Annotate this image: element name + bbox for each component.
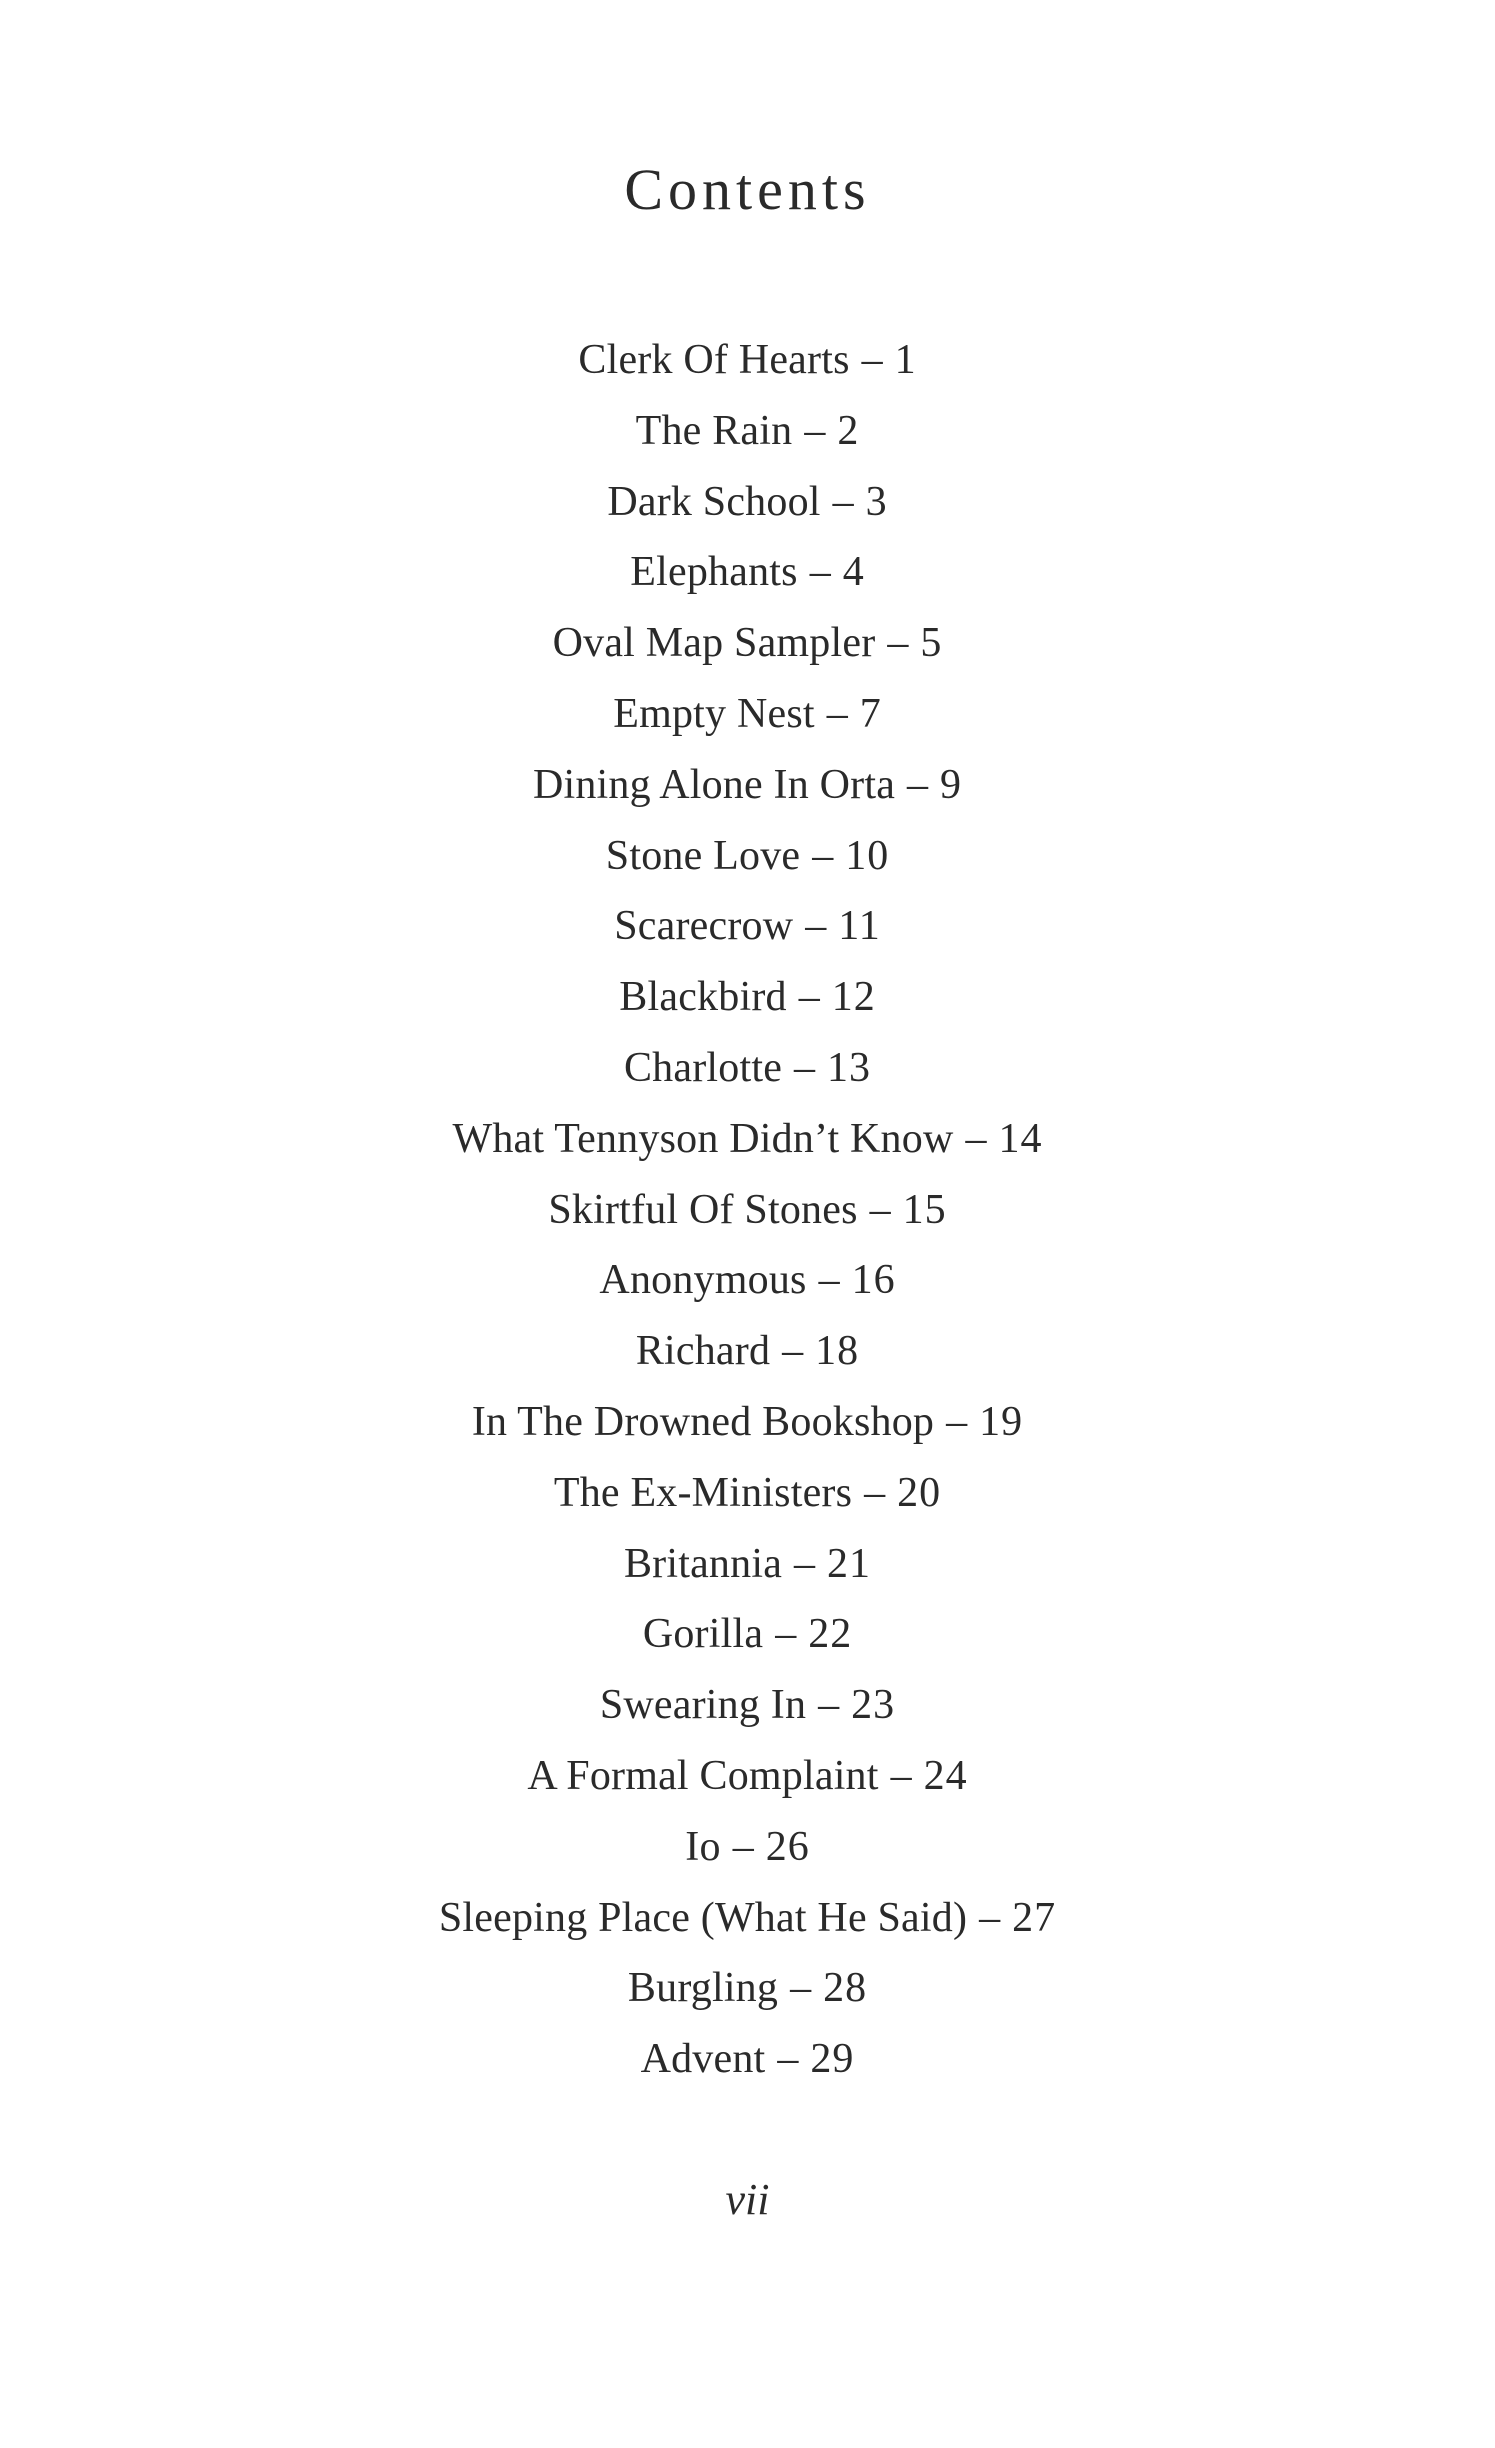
toc-entry xyxy=(0,1741,1495,1812)
toc-entry xyxy=(0,962,1495,1033)
toc-entry-separator: – xyxy=(790,1965,812,2012)
toc-entry-page: 12 xyxy=(831,974,876,1021)
toc-entry-separator: – xyxy=(805,903,827,950)
toc-entry xyxy=(0,1599,1495,1670)
toc-entry-page: 13 xyxy=(827,1044,872,1091)
toc-entry-page: 18 xyxy=(815,1328,860,1375)
toc-entry-separator: – xyxy=(777,2036,799,2083)
toc-entry-separator: – xyxy=(869,1186,891,1233)
toc-entry-page: 19 xyxy=(979,1398,1024,1445)
toc-entry-separator: – xyxy=(979,1894,1001,1941)
toc-entry xyxy=(0,467,1495,538)
toc-entry-title: Burgling xyxy=(627,1965,779,2012)
toc-entry-page: 20 xyxy=(897,1469,942,1516)
toc-entry xyxy=(0,1529,1495,1600)
toc-entry-separator: – xyxy=(818,1257,840,1304)
toc-entry-page: 15 xyxy=(902,1186,947,1233)
toc-entry-title: Anonymous xyxy=(599,1257,807,1304)
toc-entry-title: Stone Love xyxy=(605,832,801,879)
toc-entry-separator: – xyxy=(887,620,909,667)
toc-entry-page: 29 xyxy=(810,2036,855,2083)
toc-entry-title: Dining Alone In Orta xyxy=(532,761,896,808)
toc-entry xyxy=(0,750,1495,821)
toc-entry-title: Blackbird xyxy=(619,974,787,1021)
toc-entry-title: Advent xyxy=(640,2036,766,2083)
toc-entry-title: In The Drowned Bookshop xyxy=(471,1398,935,1445)
toc-entry-separator: – xyxy=(907,761,929,808)
toc-entry xyxy=(0,1883,1495,1954)
toc-entry-page: 27 xyxy=(1012,1894,1057,1941)
toc-entry-title: Dark School xyxy=(607,478,821,525)
toc-entry xyxy=(0,1245,1495,1316)
toc-entry-page: 5 xyxy=(920,620,943,667)
toc-entry-separator: – xyxy=(832,478,854,525)
toc-entry-separator: – xyxy=(798,974,820,1021)
toc-entry-title: Io xyxy=(685,1823,721,1870)
toc-entry-title: The Ex-Ministers xyxy=(553,1469,853,1516)
toc-entry-title: What Tennyson Didn’t Know xyxy=(452,1115,954,1162)
toc-entry-separator: – xyxy=(732,1823,754,1870)
toc-entry xyxy=(0,679,1495,750)
toc-entry-page: 16 xyxy=(851,1257,896,1304)
toc-entry-page: 26 xyxy=(765,1823,810,1870)
toc-entry-separator: – xyxy=(804,407,826,454)
toc-entry-title: Skirtful Of Stones xyxy=(548,1186,858,1233)
toc-entry-title: Oval Map Sampler xyxy=(552,620,876,667)
toc-entry-title: A Formal Complaint xyxy=(527,1752,879,1799)
toc-entry xyxy=(0,1387,1495,1458)
toc-entry-separator: – xyxy=(775,1611,797,1658)
toc-entry-separator: – xyxy=(812,832,834,879)
table-of-contents xyxy=(0,325,1495,2095)
toc-entry-separator: – xyxy=(864,1469,886,1516)
toc-entry-title: Empty Nest xyxy=(613,690,815,737)
toc-entry-separator: – xyxy=(946,1398,968,1445)
toc-entry-title: Charlotte xyxy=(623,1044,783,1091)
toc-entry-page: 9 xyxy=(940,761,963,808)
toc-entry-page: 14 xyxy=(998,1115,1043,1162)
toc-entry xyxy=(0,1953,1495,2024)
toc-entry-page: 11 xyxy=(838,903,881,950)
toc-entry-page: 10 xyxy=(845,832,890,879)
toc-entry-page: 21 xyxy=(827,1540,872,1587)
toc-entry-page: 1 xyxy=(894,337,917,383)
toc-entry-separator: – xyxy=(826,690,848,737)
toc-entry-page: 4 xyxy=(842,549,865,596)
toc-entry xyxy=(0,396,1495,467)
toc-entry-title: Gorilla xyxy=(642,1611,764,1658)
toc-entry-page: 24 xyxy=(923,1752,968,1799)
toc-entry-separator: – xyxy=(965,1115,987,1162)
toc-entry-title: Britannia xyxy=(623,1540,783,1587)
toc-entry-page: 3 xyxy=(865,478,888,525)
toc-entry-title: Sleeping Place (What He Said) xyxy=(438,1894,968,1941)
toc-entry xyxy=(0,1104,1495,1175)
page-number: vii xyxy=(725,2175,770,2224)
toc-entry xyxy=(0,1033,1495,1104)
toc-entry-separator: – xyxy=(794,1044,816,1091)
toc-entry-page: 23 xyxy=(851,1682,896,1729)
toc-entry-title: Richard xyxy=(635,1328,771,1375)
toc-entry-page: 7 xyxy=(859,690,882,737)
toc-entry-page: 22 xyxy=(808,1611,853,1658)
page-title: Contents xyxy=(624,157,871,222)
toc-entry xyxy=(0,1175,1495,1246)
toc-entry-page: 2 xyxy=(837,407,860,454)
toc-entry-page: 28 xyxy=(823,1965,868,2012)
toc-entry xyxy=(0,608,1495,679)
toc-entry-separator: – xyxy=(794,1540,816,1587)
toc-entry-title: Clerk Of Hearts xyxy=(578,337,850,383)
toc-entry xyxy=(0,1812,1495,1883)
toc-entry xyxy=(0,2024,1495,2095)
toc-entry-title: Scarecrow xyxy=(614,903,794,950)
toc-entry xyxy=(0,891,1495,962)
toc-entry-title: Swearing In xyxy=(599,1682,807,1729)
toc-entry-separator: – xyxy=(809,549,831,596)
toc-entry-separator: – xyxy=(818,1682,840,1729)
toc-entry-title: Elephants xyxy=(630,549,798,596)
toc-entry-separator: – xyxy=(890,1752,912,1799)
toc-entry xyxy=(0,1316,1495,1387)
toc-entry xyxy=(0,537,1495,608)
toc-entry-separator: – xyxy=(782,1328,804,1375)
toc-entry xyxy=(0,325,1495,396)
toc-entry xyxy=(0,821,1495,892)
toc-entry-title: The Rain xyxy=(635,407,793,454)
toc-entry-separator: – xyxy=(861,337,883,383)
toc-entry xyxy=(0,1458,1495,1529)
toc-entry xyxy=(0,1670,1495,1741)
